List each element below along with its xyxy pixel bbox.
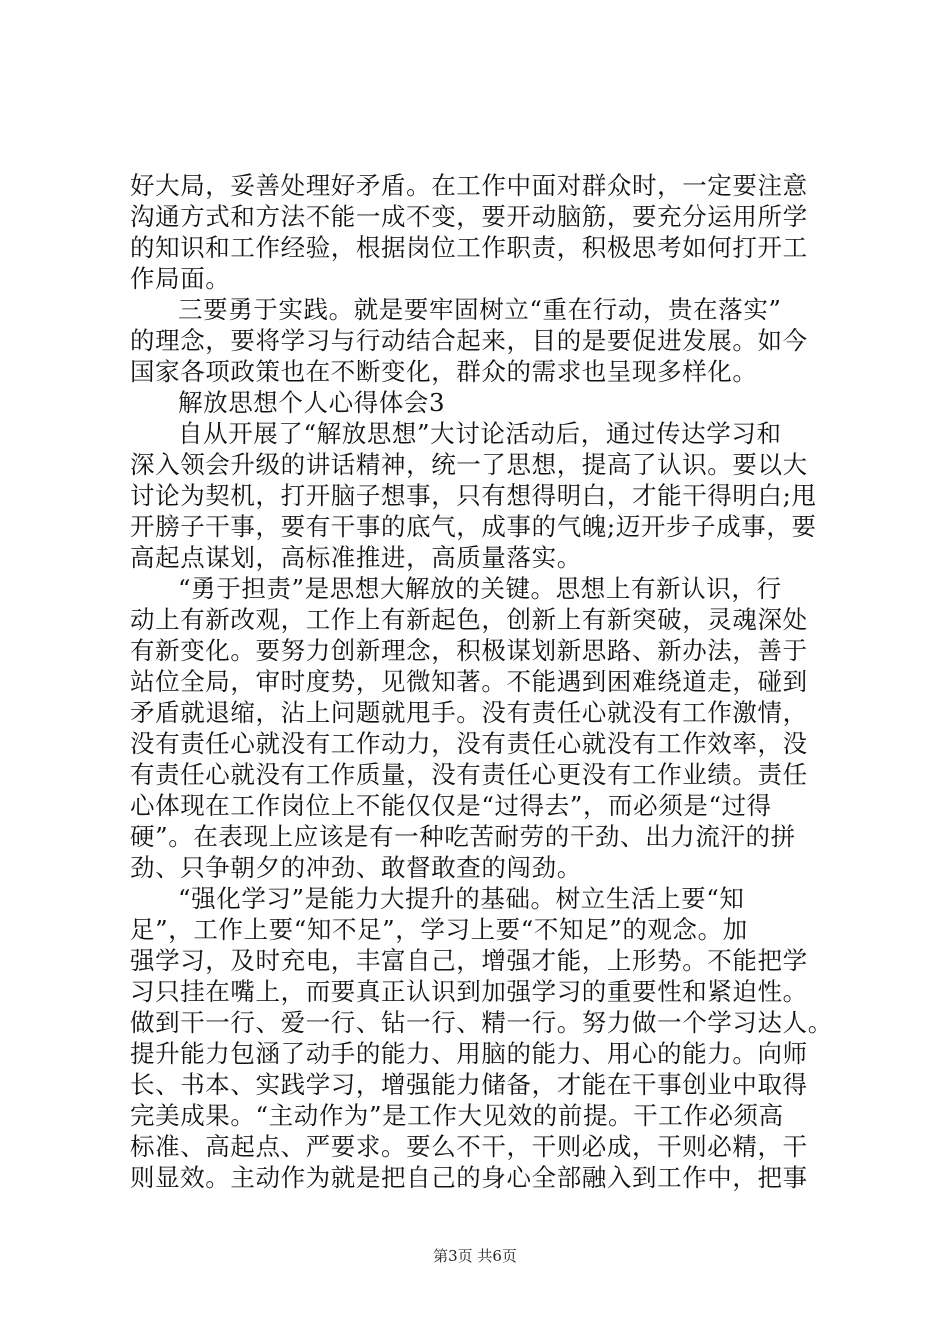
text-line: 开膀子干事，要有干事的底气，成事的气魄;迈开步子成事，要 [130,512,817,541]
document-body [130,170,833,1193]
text-line: 高起点谋划，高标准推进，高质量落实。 [130,543,582,572]
text-line: 作局面。 [130,264,231,293]
text-line: 好大局，妥善处理好矛盾。在工作中面对群众时，一定要注意 [130,171,808,200]
text-line: 没有责任心就没有工作动力，没有责任心就没有工作效率，没 [130,729,808,758]
text-line: 标准、高起点、严要求。要么不干，干则必成，干则必精，干 [130,1132,808,1161]
text-line: 长、书本、实践学习，增强能力储备，才能在干事创业中取得 [130,1070,808,1099]
text-line: 讨论为契机，打开脑子想事，只有想得明白，才能干得明白;甩 [130,481,817,510]
text-line: 的理念，要将学习与行动结合起来，目的是要促进发展。如今 [130,326,808,355]
text-line: 国家各项政策也在不断变化，群众的需求也呈现多样化。 [130,357,758,386]
section-heading: 解放思想个人心得体会3 [178,388,446,417]
page-footer [0,1245,950,1266]
text-line: 足”，工作上要“知不足”，学习上要“不知足”的观念。加 [130,915,748,944]
paragraph-start-line: 三要勇于实践。就是要牢固树立“重在行动，贵在落实” [178,295,782,324]
text-line: 的知识和工作经验，根据岗位工作职责，积极思考如何打开工 [130,233,808,262]
text-line: 有新变化。要努力创新理念，积极谋划新思路、新办法，善于 [130,636,808,665]
page-number: 第3页 共6页 [433,1247,517,1265]
text-line: 完美成果。“主动作为”是工作大见效的前提。干工作必须高 [130,1101,784,1130]
text-line: 劲、只争朝夕的冲劲、敢督敢查的闯劲。 [130,853,582,882]
text-line: 习只挂在嘴上，而要真正认识到加强学习的重要性和紧迫性。 [130,977,808,1006]
text-line: 心体现在工作岗位上不能仅仅是“过得去”，而必须是“过得 [130,791,772,820]
text-line: 提升能力包涵了动手的能力、用脑的能力、用心的能力。向师 [130,1039,808,1068]
text-line: 则显效。主动作为就是把自己的身心全部融入到工作中，把事 [130,1163,808,1192]
text-line: 矛盾就退缩，沾上问题就甩手。没有责任心就没有工作激情， [130,698,808,727]
paragraph-start-line: “强化学习”是能力大提升的基础。树立生活上要“知 [178,884,745,913]
text-line: 硬”。在表现上应该是有一种吃苦耐劳的干劲、出力流汗的拼 [130,822,796,851]
text-line: 站位全局，审时度势，见微知著。不能遇到困难绕道走，碰到 [130,667,808,696]
text-line: 强学习，及时充电，丰富自己，增强才能，上形势。不能把学 [130,946,808,975]
text-line: 做到干一行、爱一行、钻一行、精一行。努力做一个学习达人。 [130,1008,833,1037]
paragraph-start-line: “勇于担责”是思想大解放的关键。思想上有新认识，行 [178,574,782,603]
text-line: 深入领会升级的讲话精神，统一了思想，提高了认识。要以大 [130,450,808,479]
text-line: 沟通方式和方法不能一成不变，要开动脑筋，要充分运用所学 [130,202,808,231]
paragraph-start-line: 自从开展了“解放思想”大讨论活动后，通过传达学习和 [178,419,782,448]
text-line: 有责任心就没有工作质量，没有责任心更没有工作业绩。责任 [130,760,808,789]
text-line: 动上有新改观，工作上有新起色，创新上有新突破，灵魂深处 [130,605,808,634]
